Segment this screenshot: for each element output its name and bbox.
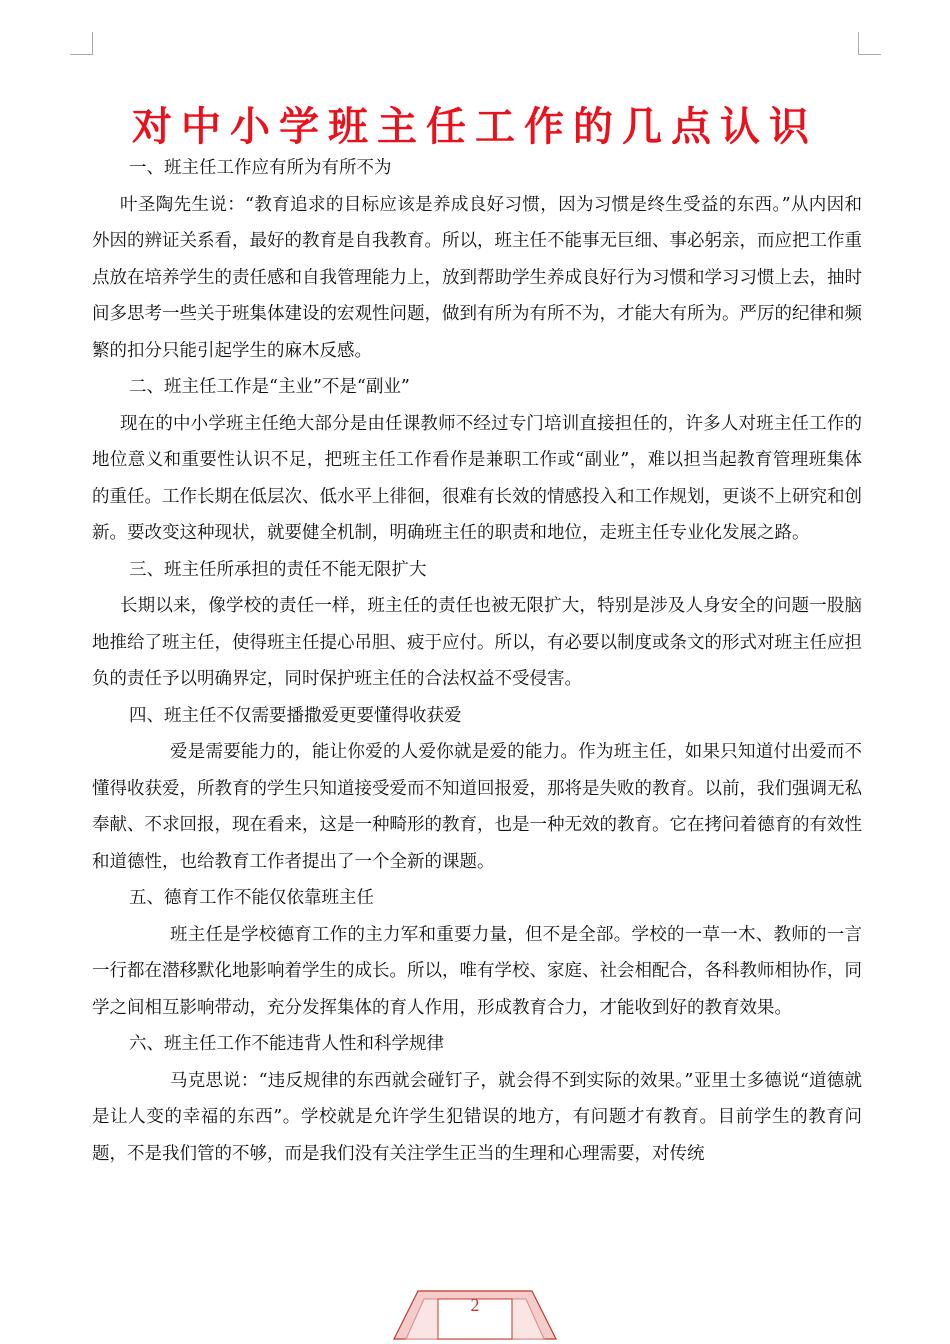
section-paragraph-6: 马克思说：“违反规律的东西就会碰钉子，就会得不到实际的效果。”亚里士多德说“道德就是让人变的幸福的东西”。学校就是允许学生犯错误的地方，有问题才有教育。目前学生的教育问题，不是我们管的不够，而是我们没有关注学生正当的生理和心理需要，对传统 <box>92 1070 862 1164</box>
section-paragraph-4: 爱是需要能力的，能让你爱的人爱你就是爱的能力。作为班主任，如果只知道付出爱而不懂得收获爱，所教育的学生只知道接受爱而不知道回报爱，那将是失败的教育。以前，我们强调无私奉献、不求回报，现在看来，这是一种畸形的教育，也是一种无效的教育。它在拷问着德育的有效性和道德性，也给教育工作者提出了一个全新的课题。 <box>92 742 862 872</box>
section-paragraph-3: 长期以来，像学校的责任一样，班主任的责任也被无限扩大，特别是涉及人身安全的问题一股脑地推给了班主任，使得班主任提心吊胆、疲于应付。所以，有必要以制度或条文的形式对班主任应担负的责任予以明确界定，同时保护班主任的合法权益不受侵害。 <box>92 596 862 689</box>
section-paragraph-2: 现在的中小学班主任绝大部分是由任课教师不经过专门培训直接担任的，许多人对班主任工作的地位意义和重要性认识不足，把班主任工作看作是兼职工作或“副业”，难以担当起教育管理班集体的重任。工作长期在低层次、低水平上徘徊，很难有长效的情感投入和工作规划，更谈不上研究和创新。要改变这种现状，就要健全机制，明确班主任的职责和地位，走班主任专业化发展之路。 <box>92 413 862 543</box>
page-number: 2 <box>470 1295 480 1315</box>
document-title: 对中小学班主任工作的几点认识 <box>132 103 818 150</box>
document-body <box>92 150 862 1172</box>
crop-mark-top-right <box>858 32 881 55</box>
section-heading-5: 五、德育工作不能仅依靠班主任 <box>129 888 374 908</box>
section-heading-1: 一、班主任工作应有所为有所不为 <box>129 158 392 178</box>
section-heading-4: 四、班主任不仅需要播撒爱更要懂得收获爱 <box>129 705 462 726</box>
section-heading-2: 二、班主任工作是“主业”不是“副业” <box>129 377 410 397</box>
section-heading-6: 六、班主任工作不能违背人性和科学规律 <box>129 1034 444 1054</box>
crop-mark-top-left <box>70 32 93 55</box>
section-paragraph-1: 叶圣陶先生说：“教育追求的目标应该是养成良好习惯，因为习惯是终生受益的东西。”从内因和外因的辨证关系看，最好的教育是自我教育。所以，班主任不能事无巨细、事必躬亲，而应把工作重点放在培养学生的责任感和自我管理能力上，放到帮助学生养成良好行为习惯和学习习惯上去，抽时间多思考一些关于班集体建设的宏观性问题，做到有所为有所不为，才能大有所为。严厉的纪律和频繁的扣分只能引起学生的麻木反感。 <box>92 194 862 361</box>
page-number-badge <box>392 1277 558 1341</box>
section-heading-3: 三、班主任所承担的责任不能无限扩大 <box>129 559 427 580</box>
section-paragraph-5: 班主任是学校德育工作的主力军和重要力量，但不是全部。学校的一草一木、教师的一言一行都在潜移默化地影响着学生的成长。所以，唯有学校、家庭、社会相配合，各科教师相协作，同学之间相互影响带动，充分发挥集体的育人作用，形成教育合力，才能收到好的教育效果。 <box>92 924 862 1018</box>
